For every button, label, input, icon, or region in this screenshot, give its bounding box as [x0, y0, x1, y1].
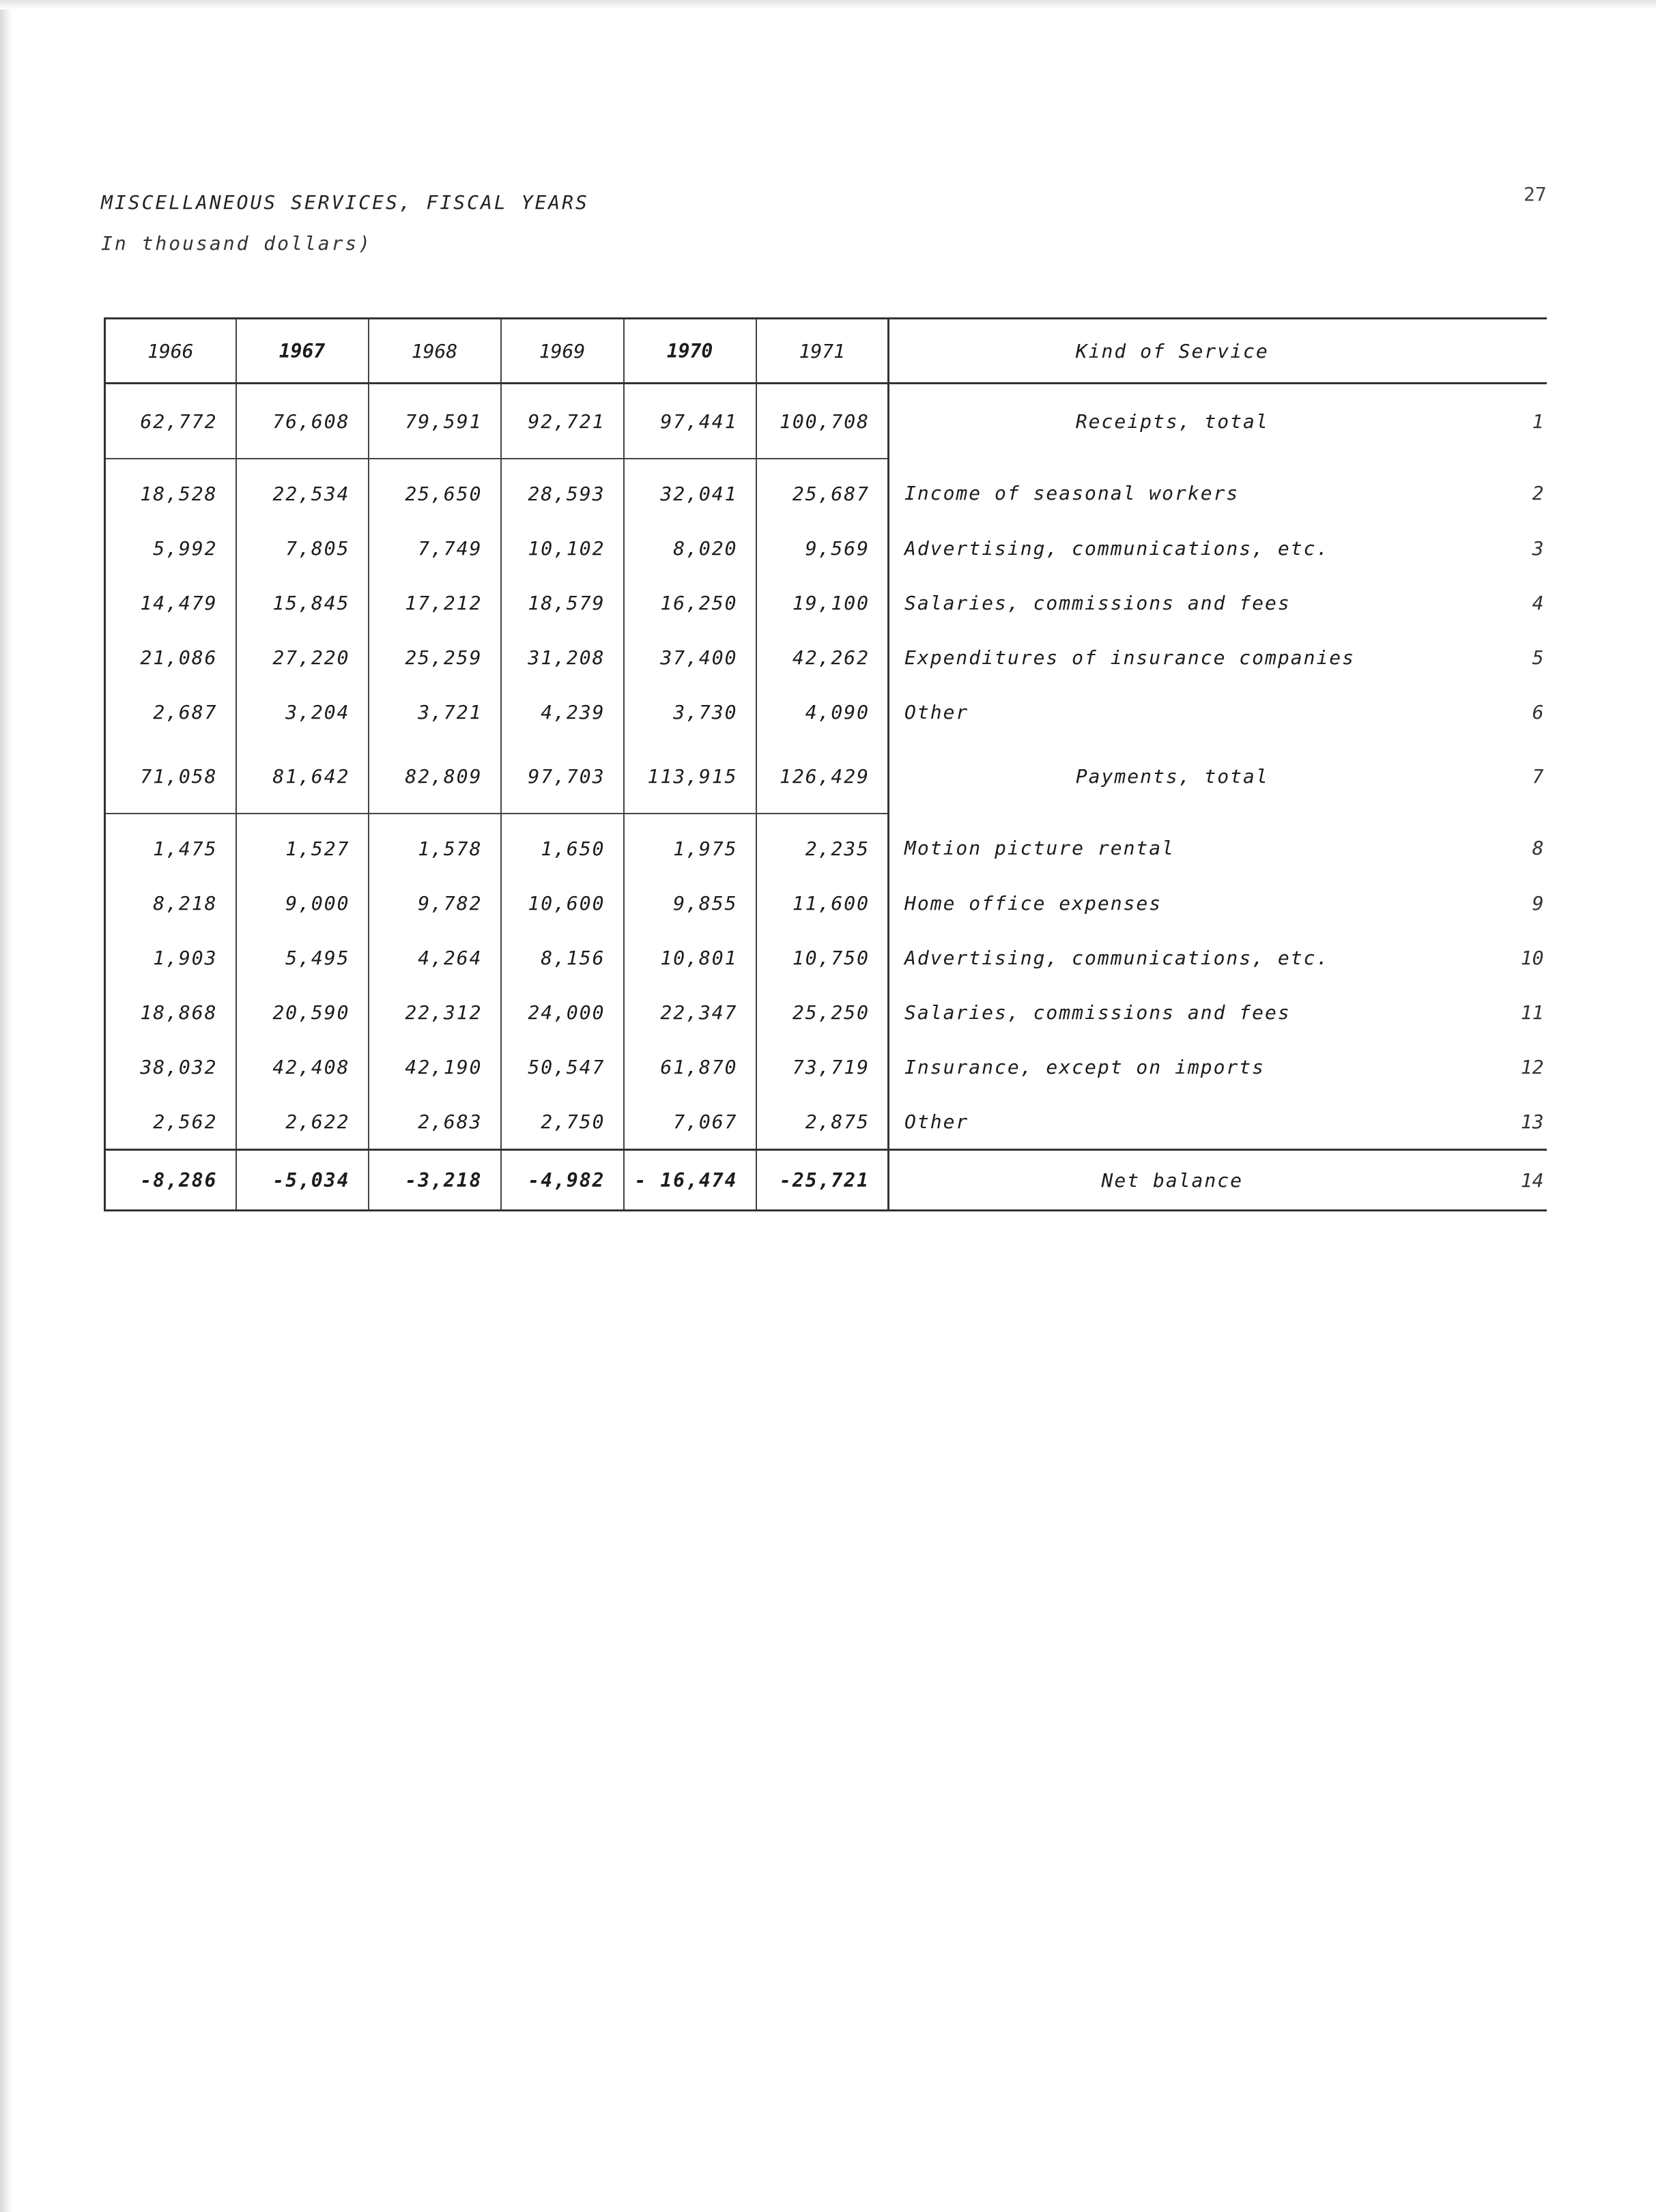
- table-cell: 1,903: [105, 930, 236, 985]
- table-cell: 82,809: [369, 739, 501, 814]
- table-cell: 3,721: [369, 685, 501, 739]
- table-cell: 20,590: [236, 985, 369, 1039]
- table-cell: - 16,474: [624, 1150, 756, 1211]
- table-row: [105, 630, 1547, 685]
- table-cell: 18,528: [105, 459, 236, 521]
- table-row: [105, 985, 1547, 1039]
- table-row: [105, 1094, 1547, 1150]
- table-cell: 7,067: [624, 1094, 756, 1150]
- table-cell: 10,600: [501, 876, 624, 930]
- table-cell: 31,208: [501, 630, 624, 685]
- year-header: 1970: [624, 319, 756, 384]
- table-cell: 8,156: [501, 930, 624, 985]
- table-row: [105, 814, 1547, 876]
- table-cell: 27,220: [236, 630, 369, 685]
- table-row: [105, 1039, 1547, 1094]
- table-cell: 4,264: [369, 930, 501, 985]
- table-cell: 2,875: [756, 1094, 889, 1150]
- table-cell: 71,058: [105, 739, 236, 814]
- table-cell: -4,982: [501, 1150, 624, 1211]
- table-cell: 15,845: [236, 575, 369, 630]
- table-cell: 2,622: [236, 1094, 369, 1150]
- table-cell: 14,479: [105, 575, 236, 630]
- line-number-header: [1455, 319, 1547, 384]
- table-cell: 42,262: [756, 630, 889, 685]
- table-cell: 25,250: [756, 985, 889, 1039]
- table-cell: 25,650: [369, 459, 501, 521]
- year-header: 1967: [236, 319, 369, 384]
- row-label: Expenditures of insurance companies: [889, 630, 1455, 685]
- table-cell: 18,579: [501, 575, 624, 630]
- table-cell: 3,204: [236, 685, 369, 739]
- table-cell: 28,593: [501, 459, 624, 521]
- table-cell: 10,102: [501, 521, 624, 575]
- table-row: [105, 685, 1547, 739]
- year-header: 1969: [501, 319, 624, 384]
- row-label: Advertising, communications, etc.: [889, 521, 1455, 575]
- row-label: Other: [889, 685, 1455, 739]
- kind-of-service-header: Kind of Service: [889, 319, 1455, 384]
- table-cell: 2,750: [501, 1094, 624, 1150]
- table-row: [105, 876, 1547, 930]
- table-row: [105, 459, 1547, 521]
- table-cell: 1,527: [236, 814, 369, 876]
- table-cell: 7,749: [369, 521, 501, 575]
- table-cell: 97,703: [501, 739, 624, 814]
- table-cell: 81,642: [236, 739, 369, 814]
- page-title: MISCELLANEOUS SERVICES, FISCAL YEARS: [101, 191, 589, 214]
- table-cell: 2,683: [369, 1094, 501, 1150]
- row-label: Salaries, commissions and fees: [889, 575, 1455, 630]
- services-table: [104, 317, 1547, 1211]
- line-number: 2: [1532, 482, 1544, 504]
- table-cell: 22,347: [624, 985, 756, 1039]
- table-cell: 11,600: [756, 876, 889, 930]
- table-cell: -8,286: [105, 1150, 236, 1211]
- table-cell: 9,855: [624, 876, 756, 930]
- table-cell: 22,534: [236, 459, 369, 521]
- table-cell: 42,190: [369, 1039, 501, 1094]
- table-cell: 73,719: [756, 1039, 889, 1094]
- table-cell: 5,495: [236, 930, 369, 985]
- table-cell: 16,250: [624, 575, 756, 630]
- table-cell: 25,259: [369, 630, 501, 685]
- page-subtitle: In thousand dollars): [101, 232, 373, 255]
- table-cell: 9,000: [236, 876, 369, 930]
- table-row: [105, 930, 1547, 985]
- table-cell: 113,915: [624, 739, 756, 814]
- table-row: [105, 384, 1547, 459]
- line-number: 3: [1532, 536, 1544, 560]
- table-cell: 126,429: [756, 739, 889, 814]
- page-number: 27: [1524, 183, 1547, 205]
- row-label: Salaries, commissions and fees: [889, 985, 1455, 1039]
- table-cell: 9,569: [756, 521, 889, 575]
- table-cell: 24,000: [501, 985, 624, 1039]
- table-cell: 62,772: [105, 384, 236, 459]
- table-row: [105, 521, 1547, 575]
- table-cell: 38,032: [105, 1039, 236, 1094]
- table-cell: 1,650: [501, 814, 624, 876]
- table-cell: 100,708: [756, 384, 889, 459]
- table-row: [105, 1150, 1547, 1211]
- table-cell: 10,801: [624, 930, 756, 985]
- table-cell: 79,591: [369, 384, 501, 459]
- line-number: 10: [1520, 946, 1544, 969]
- line-number: 8: [1532, 837, 1544, 859]
- table-cell: 3,730: [624, 685, 756, 739]
- table-cell: 8,020: [624, 521, 756, 575]
- line-number: 13: [1520, 1110, 1544, 1133]
- row-label: Motion picture rental: [889, 814, 1455, 876]
- table-cell: 25,687: [756, 459, 889, 521]
- header-row: [105, 319, 1547, 384]
- table-cell: 32,041: [624, 459, 756, 521]
- table-cell: 50,547: [501, 1039, 624, 1094]
- table-cell: 92,721: [501, 384, 624, 459]
- row-label: Other: [889, 1094, 1455, 1150]
- table-cell: 2,687: [105, 685, 236, 739]
- line-number: 5: [1532, 646, 1544, 669]
- table-cell: 8,218: [105, 876, 236, 930]
- table-cell: 37,400: [624, 630, 756, 685]
- line-number: 6: [1532, 700, 1544, 723]
- table-cell: 18,868: [105, 985, 236, 1039]
- table-cell: 97,441: [624, 384, 756, 459]
- table-cell: 61,870: [624, 1039, 756, 1094]
- table-cell: 7,805: [236, 521, 369, 575]
- table-cell: 22,312: [369, 985, 501, 1039]
- line-number: 11: [1520, 1001, 1544, 1024]
- table-cell: 21,086: [105, 630, 236, 685]
- scan-edge-left: [0, 0, 14, 2212]
- table-cell: -5,034: [236, 1150, 369, 1211]
- table-cell: 5,992: [105, 521, 236, 575]
- row-label: Net balance: [889, 1150, 1455, 1211]
- table-cell: 76,608: [236, 384, 369, 459]
- table-cell: -25,721: [756, 1150, 889, 1211]
- table-cell: 19,100: [756, 575, 889, 630]
- year-header: 1971: [756, 319, 889, 384]
- table-cell: 1,975: [624, 814, 756, 876]
- row-label: Insurance, except on imports: [889, 1039, 1455, 1094]
- line-number: 12: [1520, 1055, 1544, 1078]
- table-cell: 2,562: [105, 1094, 236, 1150]
- line-number: 4: [1532, 591, 1544, 614]
- line-number: 1: [1532, 410, 1544, 433]
- year-header: 1966: [105, 319, 236, 384]
- line-number: 14: [1455, 1150, 1547, 1211]
- row-label: Income of seasonal workers: [889, 459, 1455, 521]
- table-cell: -3,218: [369, 1150, 501, 1211]
- table-cell: 1,578: [369, 814, 501, 876]
- table-cell: 4,090: [756, 685, 889, 739]
- scan-edge-top: [0, 0, 1656, 10]
- table-row: [105, 575, 1547, 630]
- table-cell: 4,239: [501, 685, 624, 739]
- year-header: 1968: [369, 319, 501, 384]
- row-label: Advertising, communications, etc.: [889, 930, 1455, 985]
- table-cell: 9,782: [369, 876, 501, 930]
- table-cell: 17,212: [369, 575, 501, 630]
- table-cell: 10,750: [756, 930, 889, 985]
- line-number: 9: [1532, 891, 1544, 915]
- row-label: Home office expenses: [889, 876, 1455, 930]
- table-cell: 2,235: [756, 814, 889, 876]
- line-number: 7: [1532, 765, 1544, 788]
- row-label: Payments, total: [889, 739, 1455, 814]
- table-cell: 1,475: [105, 814, 236, 876]
- table-row: [105, 739, 1547, 814]
- table-cell: 42,408: [236, 1039, 369, 1094]
- row-label: Receipts, total: [889, 384, 1455, 459]
